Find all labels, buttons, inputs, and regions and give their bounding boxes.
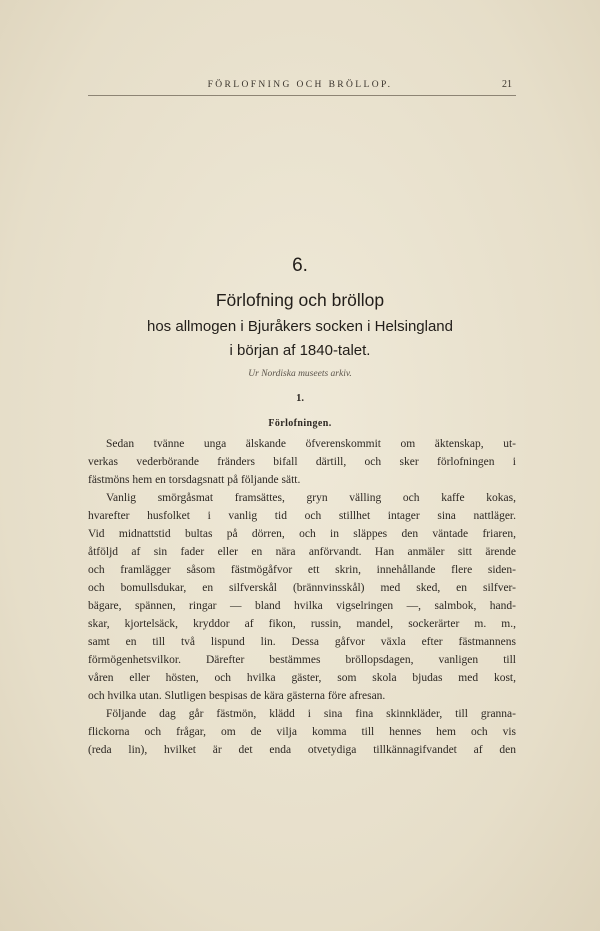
body-line: och framlägger såsom fästmögåfvor ett skrin, innehållande flere siden- (88, 564, 516, 576)
source-note: Ur Nordiska museets arkiv. (248, 369, 352, 379)
running-header-title: FÖRLOFNING OCH BRÖLLOP. (207, 80, 393, 90)
chapter-subtitle-line-2: i början af 1840-talet. (229, 342, 371, 359)
body-line: Sedan tvänne unga älskande öfverenskommit om äktenskap, ut- (106, 438, 516, 450)
body-line: åtföljd af sin fader eller en nära anförvandt. Han anmäler sitt ärende (88, 546, 516, 558)
body-line: och hvilka utan. Slutligen bespisas de kära gästerna före afresan. (88, 690, 386, 702)
body-line: hvarefter husfolket i vanlig tid och stillhet intager sina nattläger. (88, 510, 516, 522)
body-line: våren eller hösten, och hvilka gäster, som skola bjudas med kost, (88, 672, 516, 684)
body-line: Vanlig smörgåsmat framsättes, gryn välling och kaffe kokas, (106, 492, 516, 504)
body-line: Vid midnattstid bultas på dörren, och in släppes den väntade friaren, (88, 528, 516, 540)
chapter-subtitle-line-1: hos allmogen i Bjuråkers socken i Helsingland (147, 318, 453, 335)
body-line: bägare, spännen, ringar — bland hvilka vigselringen —, salmbok, hand- (88, 600, 516, 612)
section-number: 1. (296, 393, 304, 404)
body-line: Följande dag går fästmön, klädd i sina fina skinnkläder, till granna- (106, 708, 516, 720)
chapter-title: Förlofning och bröllop (215, 290, 385, 310)
page-number: 21 (502, 79, 512, 90)
body-line: förmögenhetsvilkor. Därefter bestämmes bröllopsdagen, vanligen till (88, 654, 516, 666)
body-line: fästmöns hem en torsdagsnatt på följande sätt. (88, 474, 301, 486)
body-line: verkas vederbörande fränders bifall därtill, och sker förlofningen i (88, 456, 516, 468)
body-line: samt en till två lispund lin. Dessa gåfvor växla efter fästmannens (88, 636, 516, 648)
chapter-number: 6. (292, 255, 308, 276)
body-line: skar, kjortelsäck, kryddor af fikon, russin, mandel, sockerärter m. m., (88, 618, 516, 630)
body-line: (reda lin), hvilket är det enda otvetydiga tillkännagifvandet af den (88, 744, 516, 756)
section-title: Förlofningen. (268, 418, 332, 429)
body-line: flickorna och frågar, om de vilja komma till hennes hem och vis (88, 726, 516, 738)
header-rule (88, 95, 516, 96)
body-line: och bomullsdukar, en silfverskål (brännvinsskål) med sked, en silfver- (88, 582, 516, 594)
